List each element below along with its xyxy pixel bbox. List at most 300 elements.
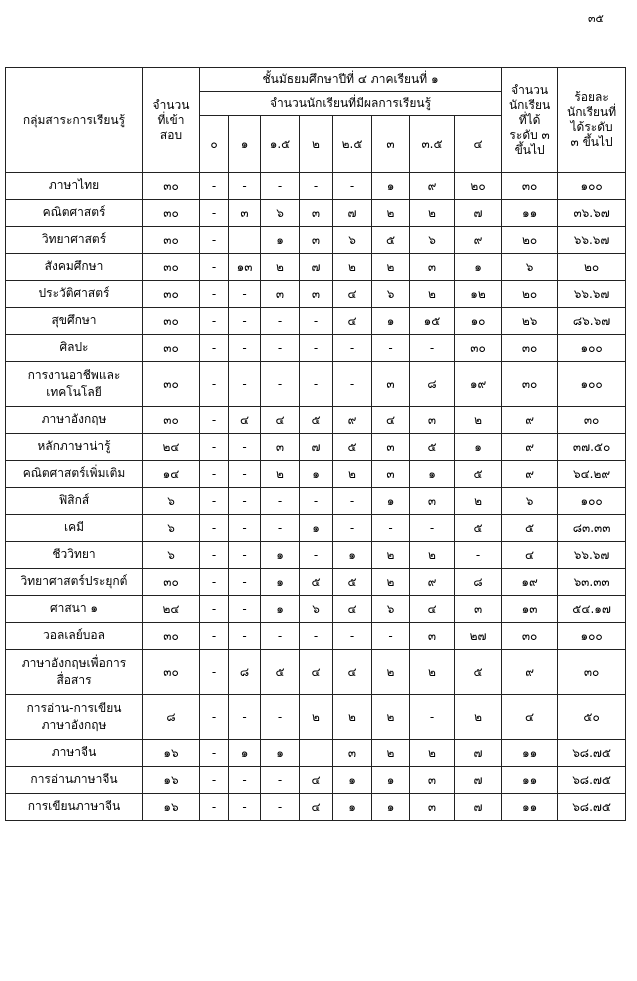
count-level3-cell: ๑๙ bbox=[502, 569, 558, 596]
percent-level3-cell: ๖๘.๗๕ bbox=[558, 767, 626, 794]
grade-count-cell: ๓๐ bbox=[455, 335, 502, 362]
grade-count-cell: ๕ bbox=[261, 650, 300, 695]
grade-results-table bbox=[5, 67, 626, 821]
total-cell: ๒๔ bbox=[143, 434, 200, 461]
grade-count-cell: ๘ bbox=[455, 569, 502, 596]
table-row bbox=[6, 281, 626, 308]
grade-count-cell: - bbox=[200, 173, 229, 200]
count-level3-cell: ๓๐ bbox=[502, 335, 558, 362]
grade-count-cell: ๗ bbox=[455, 740, 502, 767]
grade-count-cell: ๓ bbox=[410, 623, 455, 650]
grade-count-cell: ๖ bbox=[261, 200, 300, 227]
grade-count-cell: ๒ bbox=[300, 695, 333, 740]
grade-count-cell: ๔ bbox=[300, 794, 333, 821]
total-cell: ๑๖ bbox=[143, 767, 200, 794]
grade-count-cell: - bbox=[300, 173, 333, 200]
percent-level3-cell: ๖๘.๗๕ bbox=[558, 794, 626, 821]
grade-count-cell: - bbox=[300, 623, 333, 650]
grade-count-cell: ๘ bbox=[410, 362, 455, 407]
table-row bbox=[6, 173, 626, 200]
grade-count-cell: ๓ bbox=[300, 281, 333, 308]
grade-count-cell: ๕ bbox=[455, 515, 502, 542]
grade-count-cell: ๑๙ bbox=[455, 362, 502, 407]
percent-level3-cell: ๖๖.๖๗ bbox=[558, 227, 626, 254]
grade-count-cell: ๓ bbox=[261, 281, 300, 308]
subject-cell: ฟิสิกส์ bbox=[6, 488, 143, 515]
grade-count-cell: - bbox=[372, 515, 410, 542]
percent-level3-cell: ๖๘.๗๕ bbox=[558, 740, 626, 767]
grade-count-cell: ๒ bbox=[410, 650, 455, 695]
header-row-level bbox=[6, 68, 626, 92]
grade-count-cell: - bbox=[200, 335, 229, 362]
grade-count-cell: ๘ bbox=[229, 650, 261, 695]
grade-count-cell: ๒ bbox=[372, 542, 410, 569]
percent-level3-cell: ๘๓.๓๓ bbox=[558, 515, 626, 542]
subject-group-header: กลุ่มสาระการเรียนรู้ bbox=[6, 68, 143, 173]
grade-count-cell: - bbox=[200, 461, 229, 488]
grade-count-cell: - bbox=[455, 542, 502, 569]
grade-count-cell: ๒๗ bbox=[455, 623, 502, 650]
page-number: ๓๕ bbox=[588, 12, 604, 25]
grade-count-cell: - bbox=[300, 542, 333, 569]
table-row bbox=[6, 623, 626, 650]
level-title-header: ชั้นมัธยมศึกษาปีที่ ๔ ภาคเรียนที่ ๑ bbox=[200, 68, 502, 92]
grade-count-cell: - bbox=[200, 515, 229, 542]
grade-header: ๐ bbox=[200, 116, 229, 173]
grade-count-cell: - bbox=[200, 596, 229, 623]
grade-count-cell: - bbox=[261, 335, 300, 362]
subject-cell: เคมี bbox=[6, 515, 143, 542]
percent-level3-cell: ๒๐ bbox=[558, 254, 626, 281]
grade-count-cell: - bbox=[200, 488, 229, 515]
grade-count-cell: ๑ bbox=[455, 254, 502, 281]
total-cell: ๓๐ bbox=[143, 362, 200, 407]
table-row bbox=[6, 650, 626, 695]
count-level3-cell: ๑๑ bbox=[502, 794, 558, 821]
table-row bbox=[6, 740, 626, 767]
subject-cell: ศาสนา ๑ bbox=[6, 596, 143, 623]
grade-count-cell: ๒ bbox=[333, 461, 372, 488]
grade-count-cell: - bbox=[200, 695, 229, 740]
grade-count-cell: ๑ bbox=[372, 308, 410, 335]
total-cell: ๖ bbox=[143, 542, 200, 569]
grade-count-cell: - bbox=[229, 596, 261, 623]
grade-count-cell: - bbox=[261, 695, 300, 740]
count-level3-cell: ๔ bbox=[502, 542, 558, 569]
grade-count-cell: ๒ bbox=[372, 254, 410, 281]
grade-count-cell: ๔ bbox=[372, 407, 410, 434]
grade-count-cell: ๙ bbox=[455, 227, 502, 254]
subject-cell: สุขศึกษา bbox=[6, 308, 143, 335]
count-level3-cell: ๕ bbox=[502, 515, 558, 542]
table-row bbox=[6, 407, 626, 434]
count-level3-cell: ๖ bbox=[502, 254, 558, 281]
grade-count-cell: ๔ bbox=[229, 407, 261, 434]
grade-count-cell: ๗ bbox=[455, 767, 502, 794]
table-row bbox=[6, 596, 626, 623]
grade-count-cell: ๑ bbox=[261, 227, 300, 254]
count-level3-cell: ๒๐ bbox=[502, 281, 558, 308]
grade-count-cell: ๒ bbox=[410, 200, 455, 227]
total-cell: ๓๐ bbox=[143, 227, 200, 254]
grade-count-cell: ๑ bbox=[372, 173, 410, 200]
grade-count-cell: - bbox=[229, 542, 261, 569]
count-level3-cell: ๓๐ bbox=[502, 173, 558, 200]
subject-cell: ภาษาอังกฤษ bbox=[6, 407, 143, 434]
total-cell: ๓๐ bbox=[143, 308, 200, 335]
grade-count-cell: - bbox=[300, 335, 333, 362]
grade-count-cell: ๑๒ bbox=[455, 281, 502, 308]
table-row bbox=[6, 569, 626, 596]
subject-cell: ภาษาอังกฤษเพื่อการ สื่อสาร bbox=[6, 650, 143, 695]
grade-count-cell: ๓ bbox=[410, 794, 455, 821]
grade-count-cell: - bbox=[261, 173, 300, 200]
grade-count-cell: ๑ bbox=[261, 542, 300, 569]
table-row bbox=[6, 767, 626, 794]
subject-cell: วิทยาศาสตร์ bbox=[6, 227, 143, 254]
grade-count-cell: ๒ bbox=[455, 407, 502, 434]
grade-count-cell: ๓ bbox=[333, 740, 372, 767]
grade-count-cell: ๒ bbox=[261, 461, 300, 488]
total-cell: ๓๐ bbox=[143, 623, 200, 650]
grade-count-cell: ๓ bbox=[410, 488, 455, 515]
count-level3-header: จำนวน นักเรียน ที่ได้ ระดับ ๓ ขึ้นไป bbox=[502, 68, 558, 173]
total-cell: ๓๐ bbox=[143, 173, 200, 200]
table-row bbox=[6, 695, 626, 740]
percent-level3-cell: ๕๔.๑๗ bbox=[558, 596, 626, 623]
grade-count-cell: - bbox=[200, 569, 229, 596]
subject-cell: วอลเลย์บอล bbox=[6, 623, 143, 650]
grade-count-cell: - bbox=[261, 515, 300, 542]
grade-count-cell: ๙ bbox=[410, 173, 455, 200]
grade-count-cell: - bbox=[372, 623, 410, 650]
grade-count-cell: ๕ bbox=[410, 434, 455, 461]
grade-count-cell: ๒ bbox=[333, 254, 372, 281]
grade-count-cell: - bbox=[200, 740, 229, 767]
grade-count-cell: ๑ bbox=[410, 461, 455, 488]
count-level3-cell: ๒๐ bbox=[502, 227, 558, 254]
grade-count-cell: - bbox=[372, 335, 410, 362]
grade-count-cell: ๔ bbox=[333, 281, 372, 308]
grade-count-cell: - bbox=[200, 200, 229, 227]
subject-cell: การอ่านภาษาจีน bbox=[6, 767, 143, 794]
subject-cell: วิทยาศาสตร์ประยุกต์ bbox=[6, 569, 143, 596]
grade-count-cell: - bbox=[229, 767, 261, 794]
grade-count-cell: - bbox=[200, 362, 229, 407]
grade-count-cell: ๔ bbox=[300, 767, 333, 794]
grade-count-cell: ๔ bbox=[300, 650, 333, 695]
grade-count-cell: ๖ bbox=[300, 596, 333, 623]
grade-count-cell: - bbox=[229, 173, 261, 200]
table-row bbox=[6, 461, 626, 488]
table-row bbox=[6, 335, 626, 362]
grade-count-cell bbox=[300, 740, 333, 767]
grade-count-cell: ๖ bbox=[372, 596, 410, 623]
grade-header: ๓ bbox=[372, 116, 410, 173]
grade-header: ๑.๕ bbox=[261, 116, 300, 173]
percent-level3-cell: ๖๖.๖๗ bbox=[558, 542, 626, 569]
grade-count-cell: - bbox=[229, 623, 261, 650]
grade-count-cell: ๑ bbox=[300, 515, 333, 542]
grade-count-cell: ๑ bbox=[372, 767, 410, 794]
grade-count-cell: ๒ bbox=[372, 695, 410, 740]
grade-count-cell: - bbox=[333, 623, 372, 650]
grade-count-cell: ๑๓ bbox=[229, 254, 261, 281]
subject-cell: หลักภาษาน่ารู้ bbox=[6, 434, 143, 461]
grade-count-cell: ๖ bbox=[372, 281, 410, 308]
total-cell: ๘ bbox=[143, 695, 200, 740]
subject-cell: ชีววิทยา bbox=[6, 542, 143, 569]
count-level3-cell: ๙ bbox=[502, 461, 558, 488]
grade-count-cell: - bbox=[200, 407, 229, 434]
count-level3-cell: ๖ bbox=[502, 488, 558, 515]
grade-count-cell: ๓ bbox=[372, 434, 410, 461]
grade-count-cell: ๔ bbox=[261, 407, 300, 434]
grade-count-cell: - bbox=[229, 335, 261, 362]
grade-count-cell: - bbox=[229, 515, 261, 542]
table-row bbox=[6, 794, 626, 821]
table-row bbox=[6, 254, 626, 281]
grade-count-cell: - bbox=[410, 335, 455, 362]
percent-level3-cell: ๕๐ bbox=[558, 695, 626, 740]
subject-cell: ภาษาไทย bbox=[6, 173, 143, 200]
grade-count-cell: - bbox=[261, 488, 300, 515]
grade-count-cell: - bbox=[200, 227, 229, 254]
count-level3-cell: ๑๑ bbox=[502, 767, 558, 794]
grade-count-cell: ๑ bbox=[455, 434, 502, 461]
grade-count-cell: ๕ bbox=[372, 227, 410, 254]
grade-count-cell: - bbox=[200, 281, 229, 308]
grade-count-cell: ๖ bbox=[410, 227, 455, 254]
grade-count-cell: - bbox=[200, 794, 229, 821]
grade-count-cell: ๓ bbox=[261, 434, 300, 461]
grade-count-cell: ๕ bbox=[333, 569, 372, 596]
count-level3-cell: ๙ bbox=[502, 650, 558, 695]
grade-count-cell: ๖ bbox=[333, 227, 372, 254]
grade-count-cell: ๔ bbox=[333, 596, 372, 623]
grade-header: ๒.๕ bbox=[333, 116, 372, 173]
grade-count-cell: ๙ bbox=[333, 407, 372, 434]
percent-level3-cell: ๖๖.๖๗ bbox=[558, 281, 626, 308]
count-level3-cell: ๓๐ bbox=[502, 623, 558, 650]
grade-count-cell: ๑ bbox=[372, 794, 410, 821]
percent-level3-cell: ๓๗.๕๐ bbox=[558, 434, 626, 461]
count-level3-cell: ๑๓ bbox=[502, 596, 558, 623]
grade-count-cell: - bbox=[261, 362, 300, 407]
grade-count-cell: - bbox=[333, 173, 372, 200]
grade-count-cell: ๑๐ bbox=[455, 308, 502, 335]
grade-count-cell: - bbox=[261, 767, 300, 794]
grade-count-cell: - bbox=[229, 461, 261, 488]
grade-count-cell: ๙ bbox=[410, 569, 455, 596]
subject-cell: ศิลปะ bbox=[6, 335, 143, 362]
grade-count-cell: ๑ bbox=[333, 542, 372, 569]
grade-count-cell: ๓ bbox=[372, 461, 410, 488]
subject-cell: ภาษาจีน bbox=[6, 740, 143, 767]
subject-cell: การเขียนภาษาจีน bbox=[6, 794, 143, 821]
grade-count-cell: - bbox=[229, 695, 261, 740]
grade-count-cell: - bbox=[229, 362, 261, 407]
total-cell: ๑๖ bbox=[143, 740, 200, 767]
grade-count-cell: ๕ bbox=[455, 461, 502, 488]
subject-cell: คณิตศาสตร์เพิ่มเติม bbox=[6, 461, 143, 488]
percent-level3-cell: ๓๐ bbox=[558, 650, 626, 695]
grade-count-cell: ๗ bbox=[455, 200, 502, 227]
grade-count-cell: - bbox=[410, 515, 455, 542]
total-cell: ๑๔ bbox=[143, 461, 200, 488]
count-level3-cell: ๙ bbox=[502, 407, 558, 434]
grade-count-cell: ๒ bbox=[372, 650, 410, 695]
grade-count-cell: ๑ bbox=[261, 569, 300, 596]
grade-count-cell: - bbox=[229, 794, 261, 821]
grade-count-cell: ๒ bbox=[410, 740, 455, 767]
grade-count-cell: ๗ bbox=[300, 254, 333, 281]
percent-level3-cell: ๑๐๐ bbox=[558, 488, 626, 515]
grade-count-cell: ๓ bbox=[410, 767, 455, 794]
grade-count-cell: ๑ bbox=[300, 461, 333, 488]
count-level3-cell: ๑๑ bbox=[502, 740, 558, 767]
grade-count-cell: ๑ bbox=[372, 488, 410, 515]
subject-cell: การงานอาชีพและ เทคโนโลยี bbox=[6, 362, 143, 407]
grade-count-cell: - bbox=[229, 569, 261, 596]
grade-count-cell: - bbox=[261, 308, 300, 335]
table-row bbox=[6, 308, 626, 335]
grade-count-cell: ๕ bbox=[333, 434, 372, 461]
count-level3-cell: ๙ bbox=[502, 434, 558, 461]
grade-count-cell: ๒ bbox=[455, 488, 502, 515]
count-level3-cell: ๒๖ bbox=[502, 308, 558, 335]
total-cell: ๓๐ bbox=[143, 200, 200, 227]
grade-count-cell: - bbox=[261, 623, 300, 650]
grade-count-cell: - bbox=[261, 794, 300, 821]
grade-count-cell: ๗ bbox=[333, 200, 372, 227]
total-cell: ๓๐ bbox=[143, 281, 200, 308]
table-row bbox=[6, 200, 626, 227]
grade-count-cell: ๔ bbox=[333, 308, 372, 335]
grade-header: ๒ bbox=[300, 116, 333, 173]
results-title-header: จำนวนนักเรียนที่มีผลการเรียนรู้ bbox=[200, 92, 502, 116]
grade-count-cell: ๒ bbox=[372, 569, 410, 596]
grade-count-cell: - bbox=[333, 515, 372, 542]
grade-count-cell: ๑ bbox=[261, 740, 300, 767]
grade-count-cell: ๒ bbox=[261, 254, 300, 281]
total-cell: ๒๔ bbox=[143, 596, 200, 623]
grade-count-cell: - bbox=[229, 308, 261, 335]
percent-level3-header: ร้อยละ นักเรียนที่ ได้ระดับ ๓ ขึ้นไป bbox=[558, 68, 626, 173]
grade-count-cell: ๗ bbox=[455, 794, 502, 821]
grade-count-cell: ๔ bbox=[333, 650, 372, 695]
grade-count-cell: - bbox=[200, 650, 229, 695]
count-level3-cell: ๓๐ bbox=[502, 362, 558, 407]
grade-count-cell: - bbox=[333, 335, 372, 362]
grade-count-cell: ๒ bbox=[372, 200, 410, 227]
percent-level3-cell: ๑๐๐ bbox=[558, 335, 626, 362]
table-row bbox=[6, 488, 626, 515]
grade-count-cell: ๓ bbox=[455, 596, 502, 623]
table-row bbox=[6, 362, 626, 407]
grade-count-cell: - bbox=[200, 254, 229, 281]
grade-count-cell: ๒ bbox=[410, 281, 455, 308]
grade-count-cell: ๒ bbox=[410, 542, 455, 569]
grade-count-cell: - bbox=[300, 362, 333, 407]
grade-count-cell: ๒ bbox=[333, 695, 372, 740]
percent-level3-cell: ๓๖.๖๗ bbox=[558, 200, 626, 227]
total-cell: ๑๖ bbox=[143, 794, 200, 821]
grade-count-cell: ๗ bbox=[300, 434, 333, 461]
total-cell: ๓๐ bbox=[143, 650, 200, 695]
table-row bbox=[6, 515, 626, 542]
percent-level3-cell: ๖๔.๒๙ bbox=[558, 461, 626, 488]
percent-level3-cell: ๘๖.๖๗ bbox=[558, 308, 626, 335]
exam-count-header: จำนวน ที่เข้า สอบ bbox=[143, 68, 200, 173]
grade-count-cell: ๑ bbox=[261, 596, 300, 623]
grade-count-cell: ๑ bbox=[229, 740, 261, 767]
total-cell: ๓๐ bbox=[143, 254, 200, 281]
grade-count-cell: ๒๐ bbox=[455, 173, 502, 200]
grade-count-cell: ๒ bbox=[372, 740, 410, 767]
grade-count-cell: ๓ bbox=[300, 227, 333, 254]
subject-cell: ประวัติศาสตร์ bbox=[6, 281, 143, 308]
grade-count-cell: - bbox=[333, 488, 372, 515]
table-row bbox=[6, 227, 626, 254]
percent-level3-cell: ๑๐๐ bbox=[558, 623, 626, 650]
grade-count-cell: - bbox=[200, 623, 229, 650]
grade-count-cell: - bbox=[300, 488, 333, 515]
subject-cell: การอ่าน-การเขียน ภาษาอังกฤษ bbox=[6, 695, 143, 740]
percent-level3-cell: ๓๐ bbox=[558, 407, 626, 434]
grade-count-cell: ๓ bbox=[410, 407, 455, 434]
grade-count-cell: - bbox=[200, 542, 229, 569]
grade-count-cell: ๑ bbox=[333, 794, 372, 821]
grade-count-cell: ๓ bbox=[410, 254, 455, 281]
subject-cell: สังคมศึกษา bbox=[6, 254, 143, 281]
count-level3-cell: ๑๑ bbox=[502, 200, 558, 227]
grade-count-cell: ๓ bbox=[372, 362, 410, 407]
total-cell: ๖ bbox=[143, 488, 200, 515]
total-cell: ๓๐ bbox=[143, 335, 200, 362]
grade-count-cell: ๕ bbox=[455, 650, 502, 695]
grade-count-cell: ๓ bbox=[229, 200, 261, 227]
grade-count-cell: - bbox=[200, 308, 229, 335]
total-cell: ๓๐ bbox=[143, 407, 200, 434]
table-row bbox=[6, 434, 626, 461]
grade-count-cell: - bbox=[229, 488, 261, 515]
grade-count-cell: - bbox=[229, 281, 261, 308]
grade-count-cell: ๔ bbox=[410, 596, 455, 623]
grade-count-cell: - bbox=[200, 434, 229, 461]
grade-count-cell: - bbox=[333, 362, 372, 407]
grade-count-cell: - bbox=[229, 434, 261, 461]
subject-cell: คณิตศาสตร์ bbox=[6, 200, 143, 227]
percent-level3-cell: ๑๐๐ bbox=[558, 173, 626, 200]
total-cell: ๓๐ bbox=[143, 569, 200, 596]
table-body bbox=[6, 173, 626, 821]
grade-count-cell: ๑ bbox=[333, 767, 372, 794]
grade-count-cell: - bbox=[300, 308, 333, 335]
grade-count-cell: ๕ bbox=[300, 569, 333, 596]
table-row bbox=[6, 542, 626, 569]
grade-count-cell: - bbox=[410, 695, 455, 740]
grade-count-cell: - bbox=[200, 767, 229, 794]
count-level3-cell: ๔ bbox=[502, 695, 558, 740]
percent-level3-cell: ๖๓.๓๓ bbox=[558, 569, 626, 596]
percent-level3-cell: ๑๐๐ bbox=[558, 362, 626, 407]
total-cell: ๖ bbox=[143, 515, 200, 542]
grade-count-cell: ๕ bbox=[300, 407, 333, 434]
grade-count-cell: ๓ bbox=[300, 200, 333, 227]
grade-header: ๑ bbox=[229, 116, 261, 173]
grade-header: ๓.๕ bbox=[410, 116, 455, 173]
